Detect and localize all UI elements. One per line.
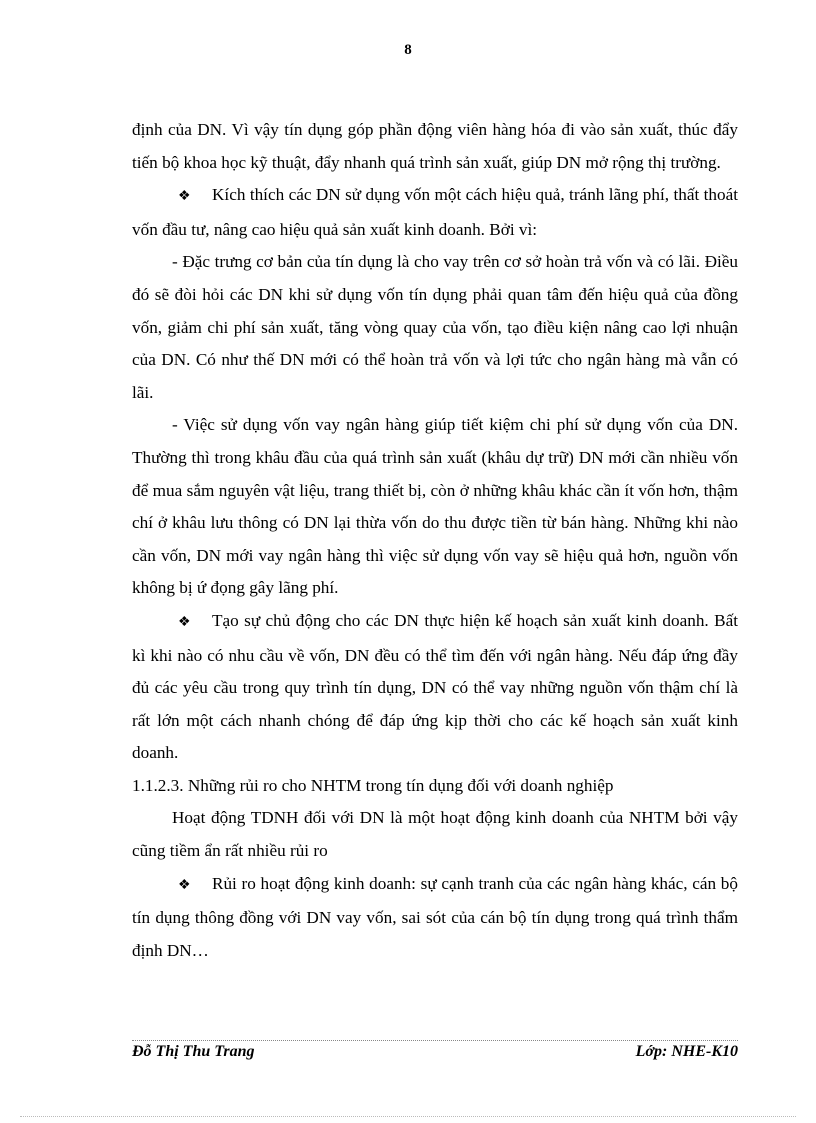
page-bottom-divider — [20, 1116, 796, 1117]
document-body — [132, 114, 738, 967]
bullet-text: Tạo sự chủ động cho các DN thực hiện kế hoạch sản xuất kinh doanh. Bất kì khi nào có nhu cầu về vốn, DN đều có thể tìm đến với ngân hàng. Nếu đáp ứng đầy đủ các yêu cầu trong quy trình tín dụng, DN có thể vay những nguồn vốn thậm chí là rất lớn một cách nhanh chóng để đáp ứng kịp thời cho các kế hoạch sản xuất kinh doanh. — [132, 610, 738, 763]
diamond-bullet-icon: ❖ — [178, 877, 191, 893]
bullet-text: Kích thích các DN sử dụng vốn một cách hiệu quả, tránh lãng phí, thất thoát vốn đầu tư, nâng cao hiệu quả sản xuất kinh doanh. Bởi vì: — [132, 185, 738, 239]
page-footer — [132, 1043, 738, 1061]
paragraph-continuation: định của DN. Vì vậy tín dụng góp phần động viên hàng hóa đi vào sản xuất, thúc đẩy tiến bộ khoa học kỹ thuật, đẩy nhanh quá trình sản xuất, giúp DN mở rộng thị trường. — [132, 120, 738, 172]
bullet-text: Rủi ro hoạt động kinh doanh: sự cạnh tranh của các ngân hàng khác, cán bộ tín dụng thông đồng với DN vay vốn, sai sót của cán bộ tín dụng trong quá trình thẩm định DN… — [132, 873, 738, 960]
page-number: 8 — [404, 42, 412, 58]
dash-paragraph: - Việc sử dụng vốn vay ngân hàng giúp tiết kiệm chi phí sử dụng vốn của DN. Thường thì trong khâu đầu của quá trình sản xuất (khâu dự trữ) DN mới cần nhiều vốn để mua sắm nguyên vật liệu, trang thiết bị, còn ở những khâu khác cần ít vốn hơn, thậm chí ở khâu lưu thông có DN lại thừa vốn do thu được tiền từ bán hàng. Những khi nào cần vốn, DN mới vay ngân hàng thì việc sử dụng vốn vay sẽ hiệu quả hơn, nguồn vốn không bị ứ đọng gây lãng phí. — [132, 415, 738, 598]
diamond-bullet-icon: ❖ — [178, 614, 191, 630]
bullet-paragraph — [132, 605, 738, 770]
dash-paragraph: - Đặc trưng cơ bản của tín dụng là cho vay trên cơ sở hoàn trả vốn và có lãi. Điều đó sẽ đòi hỏi các DN khi sử dụng vốn tín dụng phải quan tâm đến hiệu quả của đồng vốn, giảm chi phí sản xuất, tăng vòng quay của vốn, tạo điều kiện nâng cao lợi nhuận của DN. Có như thế DN mới có thể hoàn trả vốn và lợi tức cho ngân hàng mà vẫn có lãi. — [132, 252, 738, 402]
bullet-paragraph — [132, 179, 738, 246]
footer-divider — [132, 1040, 738, 1041]
diamond-bullet-icon: ❖ — [178, 189, 191, 205]
body-paragraph: Hoạt động TDNH đối với DN là một hoạt động kinh doanh của NHTM bởi vậy cũng tiềm ẩn rất nhiều rủi ro — [132, 808, 738, 861]
footer-author: Đỗ Thị Thu Trang — [132, 1043, 255, 1060]
bullet-paragraph — [132, 868, 738, 968]
section-heading: 1.1.2.3. Những rủi ro cho NHTM trong tín dụng đối với doanh nghiệp — [132, 775, 614, 795]
footer-class: Lớp: NHE-K10 — [635, 1043, 738, 1060]
